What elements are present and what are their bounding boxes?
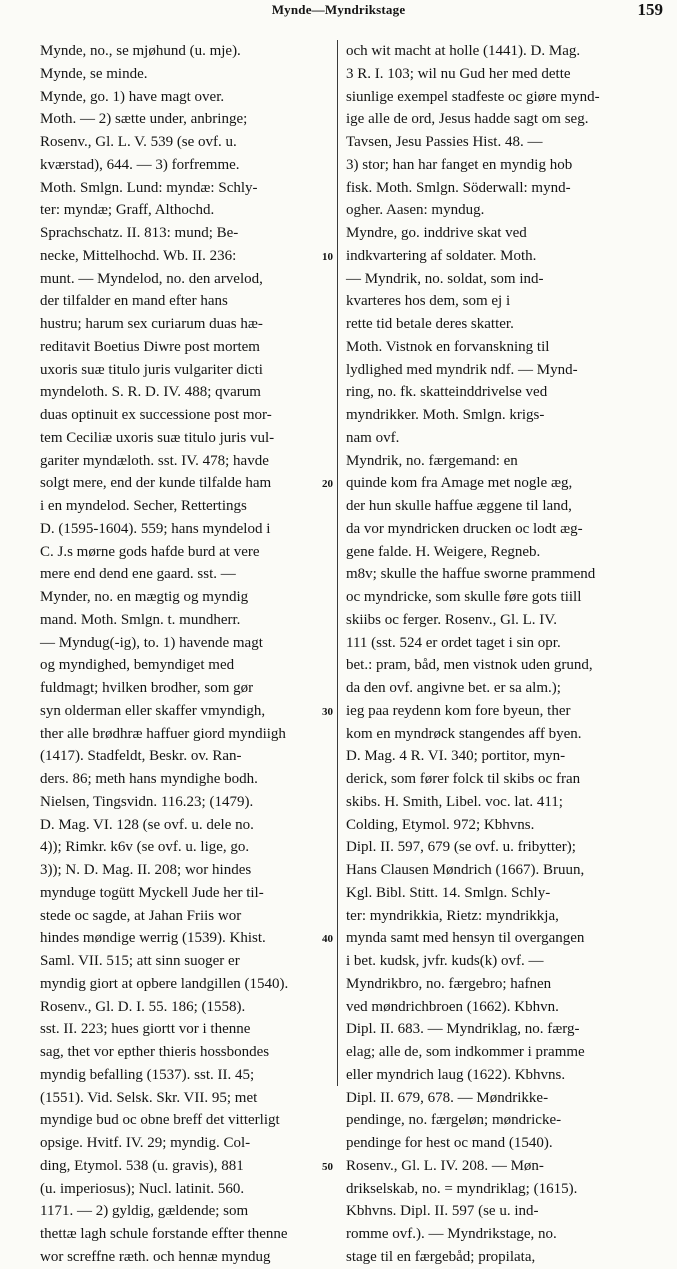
text-line: myndeloth. S. R. D. IV. 488; qvarum	[40, 384, 261, 401]
text-line: da den ovf. angivne bet. er sa alm.);	[346, 680, 561, 696]
text-line: Nielsen, Tingsvidn. 116.23; (1479).	[40, 793, 254, 810]
text-line: gariter myndæloth. sst. IV. 478; havde	[40, 452, 269, 469]
text-line: ogher. Aasen: myndug.	[346, 202, 485, 219]
text-line: Dipl. II. 597, 679 (se ovf. u. fribytter);	[346, 839, 576, 856]
text-line: oc myndricke, som skulle føre gots tiill	[346, 589, 582, 605]
text-line: nam ovf.	[346, 429, 400, 446]
text-line: 4)); Rimkr. k6v (se ovf. u. lige, go.	[40, 839, 250, 856]
text-line: fuldmagt; hvilken brodher, som gør	[40, 680, 254, 696]
text-line: Dipl. II. 679, 678. — Møndrikke-	[346, 1089, 549, 1106]
text-line: myndige bud oc obne breff det vitterligt	[40, 1112, 280, 1129]
text-line: mynda samt med hensyn til overgangen	[346, 930, 585, 947]
text-line: munt. — Myndelod, no. den arvelod,	[40, 270, 263, 287]
text-line: sag, thet vor epther thieris hossbondes	[40, 1044, 270, 1060]
column-divider	[337, 40, 338, 1086]
text-line: ter: myndrikkia, Rietz: myndrikkja,	[346, 907, 559, 924]
running-title: Mynde—Myndrikstage	[271, 2, 406, 17]
text-line: Myndrik, no. færgemand: en	[346, 452, 518, 469]
text-line: da vor myndricken drucken oc lodt æg-	[346, 520, 583, 537]
text-line: myndig befalling (1537). sst. II. 45;	[40, 1066, 255, 1083]
text-line: Saml. VII. 515; att sinn suoger er	[40, 953, 240, 969]
text-line: D. (1595-1604). 559; hans myndelod i	[40, 520, 271, 537]
text-line: drikselskab, no. = myndriklag; (1615).	[346, 1180, 578, 1197]
text-line: quinde kom fra Amage met nogle æg,	[346, 475, 573, 492]
text-line: pendinge, no. færgeløn; møndricke-	[346, 1112, 562, 1129]
text-line: ige alle de ord, Jesus hadde sagt om seg.	[346, 111, 589, 128]
text-line: m8v; skulle the haffue sworne prammend	[346, 566, 596, 583]
text-line: i bet. kudsk, jvfr. kuds(k) ovf. —	[346, 953, 544, 969]
text-line: mand. Moth. Smlgn. t. mundherr.	[40, 611, 241, 628]
text-line: lydlighed med myndrik ndf. — Mynd-	[346, 361, 578, 378]
text-line: Moth. Smlgn. Lund: myndæ: Schly-	[40, 179, 258, 196]
text-line: skiibs oc ferger. Rosenv., Gl. L. IV.	[346, 611, 557, 628]
text-line: Mynde, se minde.	[40, 65, 148, 82]
text-line: siunlige exempel stadfeste oc giøre mynd-	[346, 88, 600, 105]
text-line: 3)); N. D. Mag. II. 208; wor hindes	[40, 862, 252, 878]
text-line: reditavit Boetius Diwre post mortem	[40, 338, 260, 355]
text-line: kvarteres hos dem, som ej i	[346, 293, 511, 310]
text-line: i en myndelod. Secher, Rettertings	[40, 498, 247, 514]
line-number: 20	[322, 478, 333, 491]
text-line: opsige. Hvitf. IV. 29; myndig. Col-	[40, 1135, 251, 1151]
page-number: 159	[637, 0, 663, 19]
text-line: Sprachschatz. II. 813: mund; Be-	[40, 225, 239, 241]
line-number: 10	[322, 250, 333, 263]
text-line: Moth. — 2) sætte under, anbringe;	[40, 111, 248, 128]
text-line: 1171. — 2) gyldig, gældende; som	[40, 1203, 249, 1220]
text-line: duas optinuit ex successione post mor-	[40, 407, 272, 423]
text-line: der hun skulle haffue æggene til land,	[346, 498, 572, 514]
text-line: pendinge for hest oc mand (1540).	[346, 1135, 553, 1151]
text-line: elag; alle de, som indkommer i pramme	[346, 1044, 585, 1060]
text-line: tem Ceciliæ uxoris suæ titulo juris vul-	[40, 429, 275, 446]
text-line: bet.: pram, båd, men vistnok uden grund,	[346, 657, 593, 674]
text-line: (1551). Vid. Selsk. Skr. VII. 95; met	[40, 1089, 258, 1106]
text-line: ther alle brødhræ haffuer giord myndiigh	[40, 725, 286, 742]
text-line: Kgl. Bibl. Stitt. 14. Smlgn. Schly-	[346, 884, 551, 901]
text-line: Myndrikbro, no. færgebro; hafnen	[346, 975, 552, 992]
line-number: 50	[322, 1160, 333, 1173]
text-line: C. J.s mørne gods hafde burd at vere	[40, 543, 260, 560]
running-header	[0, 0, 677, 24]
text-line: (1417). Stadfeldt, Beskr. ov. Ran-	[40, 748, 242, 765]
text-line: Myndre, go. inddrive skat ved	[346, 225, 527, 241]
text-line: myndrikker. Moth. Smlgn. krigs-	[346, 407, 545, 423]
text-line: 111 (sst. 524 er ordet taget i sin opr.	[346, 634, 561, 651]
text-line: och wit macht at holle (1441). D. Mag.	[346, 43, 581, 59]
text-line: — Myndrik, no. soldat, som ind-	[346, 270, 544, 287]
text-line: fisk. Moth. Smlgn. Söderwall: mynd-	[346, 179, 571, 196]
text-line: 3 R. I. 103; wil nu Gud her med dette	[346, 65, 571, 82]
text-line: ieg paa reydenn kom fore byeun, ther	[346, 702, 571, 719]
right-column	[346, 40, 662, 1269]
line-number: 30	[322, 705, 333, 718]
text-line: thettæ lagh schule forstande effter thenne	[40, 1226, 288, 1242]
text-line: myndig giort at opbere landgillen (1540).	[40, 975, 289, 992]
left-column	[40, 40, 330, 1269]
text-line: D. Mag. VI. 128 (se ovf. u. dele no.	[40, 816, 254, 833]
text-line: ding, Etymol. 538 (u. gravis), 881	[40, 1157, 244, 1174]
text-line: romme ovf.). — Myndrikstage, no.	[346, 1226, 557, 1242]
line-number: 40	[322, 933, 333, 946]
text-line: Mynder, no. en mægtig og myndig	[40, 589, 249, 605]
text-line: Rosenv., Gl. D. I. 55. 186; (1558).	[40, 998, 246, 1015]
text-line: ter: myndæ; Graff, Althochd.	[40, 202, 215, 219]
text-line: Rosenv., Gl. L. IV. 208. — Møn-	[346, 1157, 544, 1174]
text-line: skibs. H. Smith, Libel. voc. lat. 411;	[346, 793, 563, 810]
text-line: kværstad), 644. — 3) forfremme.	[40, 156, 240, 173]
text-line: ring, no. fk. skatteinddrivelse ved	[346, 384, 548, 401]
text-line: Kbhvns. Dipl. II. 597 (se u. ind-	[346, 1203, 539, 1220]
text-line: og myndighed, bemyndiget med	[40, 657, 235, 674]
text-line: (u. imperiosus); Nucl. latinit. 560.	[40, 1180, 245, 1197]
text-line: Dipl. II. 683. — Myndriklag, no. færg-	[346, 1021, 580, 1038]
text-line: hustru; harum sex curiarum duas hæ-	[40, 316, 263, 332]
text-line: stage til en færgebåd; propilata,	[346, 1248, 536, 1265]
text-line: Moth. Vistnok en forvanskning til	[346, 338, 550, 355]
text-line: kom en myndrøck stangendes aff byen.	[346, 725, 582, 742]
text-line: indkvartering af soldater. Moth.	[346, 247, 537, 264]
text-line: ders. 86; meth hans myndighe bodh.	[40, 771, 258, 787]
text-line: rette tid betale deres skatter.	[346, 316, 514, 332]
text-line: solgt mere, end der kunde tilfalde ham	[40, 475, 272, 492]
text-line: — Myndug(-ig), to. 1) havende magt	[40, 634, 263, 651]
text-line: wor screffne ræth. och hennæ myndug	[40, 1248, 271, 1265]
text-line: 3) stor; han har fanget en myndig hob	[346, 156, 573, 173]
text-line: gene falde. H. Weigere, Regneb.	[346, 543, 541, 560]
text-line: mynduge togütt Myckell Jude her til-	[40, 884, 264, 901]
text-line: mere end dend ene gaard. sst. —	[40, 566, 236, 583]
text-line: eller myndrich laug (1622). Kbhvns.	[346, 1066, 566, 1083]
text-line: Tavsen, Jesu Passies Hist. 48. —	[346, 134, 543, 150]
text-line: sst. II. 223; hues giortt vor i thenne	[40, 1021, 251, 1038]
text-line: Mynde, no., se mjøhund (u. mje).	[40, 43, 241, 59]
text-line: ved møndrichbroen (1662). Kbhvn.	[346, 998, 559, 1015]
text-line: der tilfalder en mand efter hans	[40, 293, 228, 310]
text-line: necke, Mittelhochd. Wb. II. 236:	[40, 247, 237, 264]
text-line: syn olderman eller skaffer vmyndigh,	[40, 702, 266, 719]
text-line: Rosenv., Gl. L. V. 539 (se ovf. u.	[40, 134, 237, 150]
text-line: Colding, Etymol. 972; Kbhvns.	[346, 816, 535, 833]
text-line: Hans Clausen Møndrich (1667). Bruun,	[346, 862, 585, 878]
text-line: uxoris suæ titulo juris vulgariter dicti	[40, 361, 263, 378]
text-line: D. Mag. 4 R. VI. 340; portitor, myn-	[346, 748, 566, 765]
text-line: hindes møndige werrig (1539). Khist.	[40, 930, 266, 947]
text-line: Mynde, go. 1) have magt over.	[40, 88, 225, 105]
text-line: derick, som fører folck til skibs oc fran	[346, 771, 581, 787]
text-line: stede oc sagde, at Jahan Friis wor	[40, 907, 242, 924]
